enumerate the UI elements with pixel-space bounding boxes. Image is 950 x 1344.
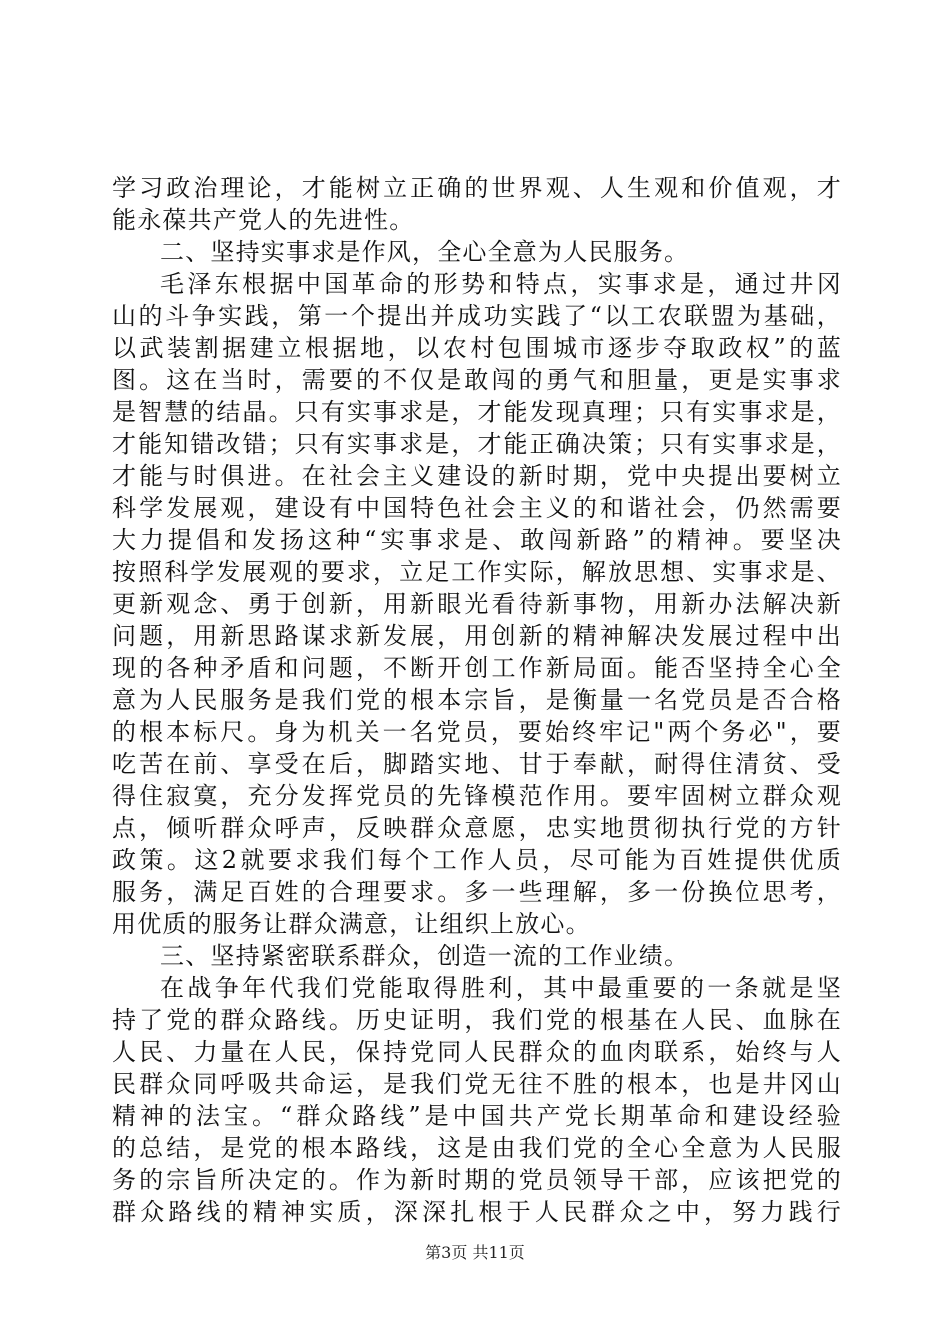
text-line: 更新观念、勇于创新，用新眼光看待新事物，用新办法解决新 [112, 590, 842, 618]
text-line: 务的宗旨所决定的。作为新时期的党员领导干部，应该把党的 [112, 1166, 842, 1194]
text-line: 二、坚持实事求是作风，全心全意为人民服务。 [160, 238, 690, 266]
text-line: 服务，满足百姓的合理要求。多一些理解，多一份换位思考， [112, 878, 842, 906]
text-line: 按照科学发展观的要求，立足工作实际，解放思想、实事求是、 [112, 558, 842, 586]
text-line: 民群众同呼吸共命运，是我们党无往不胜的根本，也是井冈山 [112, 1070, 842, 1098]
text-line: 学习政治理论，才能树立正确的世界观、人生观和价值观，才 [112, 174, 842, 202]
text-line: 的总结，是党的根本路线，这是由我们党的全心全意为人民服 [112, 1134, 842, 1162]
text-line: 现的各种矛盾和问题，不断开创工作新局面。能否坚持全心全 [112, 654, 842, 682]
text-line: 政策。这2就要求我们每个工作人员，尽可能为百姓提供优质 [112, 846, 842, 874]
text-line: 山的斗争实践，第一个提出并成功实践了“以工农联盟为基础， [112, 302, 842, 330]
text-line: 点，倾听群众呼声，反映群众意愿，忠实地贯彻执行党的方针 [112, 814, 842, 842]
page-footer: 第3页 共11页 [425, 1243, 525, 1262]
text-line: 能永葆共产党人的先进性。 [112, 206, 415, 234]
text-line: 人民、力量在人民，保持党同人民群众的血肉联系，始终与人 [112, 1038, 842, 1066]
text-line: 用优质的服务让群众满意，让组织上放心。 [112, 910, 591, 938]
document-body [112, 172, 842, 1228]
text-line: 群众路线的精神实质，深深扎根于人民群众之中，努力践行 [112, 1198, 842, 1226]
text-line: 精神的法宝。“群众路线”是中国共产党长期革命和建设经验 [112, 1102, 842, 1130]
text-line: 的根本标尺。身为机关一名党员，要始终牢记"两个务必"，要 [112, 718, 842, 746]
text-line: 三、坚持紧密联系群众，创造一流的工作业绩。 [160, 942, 690, 970]
text-line: 图。这在当时，需要的不仅是敢闯的勇气和胆量，更是实事求 [112, 366, 842, 394]
text-line: 是智慧的结晶。只有实事求是，才能发现真理；只有实事求是， [112, 398, 842, 426]
text-line: 才能与时俱进。在社会主义建设的新时期，党中央提出要树立 [112, 462, 842, 490]
text-line: 在战争年代我们党能取得胜利，其中最重要的一条就是坚 [160, 974, 842, 1002]
text-line: 毛泽东根据中国革命的形势和特点，实事求是，通过井冈 [160, 270, 842, 298]
text-line: 意为人民服务是我们党的根本宗旨，是衡量一名党员是否合格 [112, 686, 842, 714]
text-line: 才能知错改错；只有实事求是，才能正确决策；只有实事求是， [112, 430, 842, 458]
text-line: 大力提倡和发扬这种“实事求是、敢闯新路”的精神。要坚决 [112, 526, 842, 554]
text-line: 以武装割据建立根据地，以农村包围城市逐步夺取政权”的蓝 [112, 334, 842, 362]
text-line: 科学发展观，建设有中国特色社会主义的和谐社会，仍然需要 [112, 494, 842, 522]
text-line: 得住寂寞，充分发挥党员的先锋模范作用。要牢固树立群众观 [112, 782, 842, 810]
text-line: 问题，用新思路谋求新发展，用创新的精神解决发展过程中出 [112, 622, 842, 650]
text-line: 持了党的群众路线。历史证明，我们党的根基在人民、血脉在 [112, 1006, 842, 1034]
text-line: 吃苦在前、享受在后，脚踏实地、甘于奉献，耐得住清贫、受 [112, 750, 842, 778]
